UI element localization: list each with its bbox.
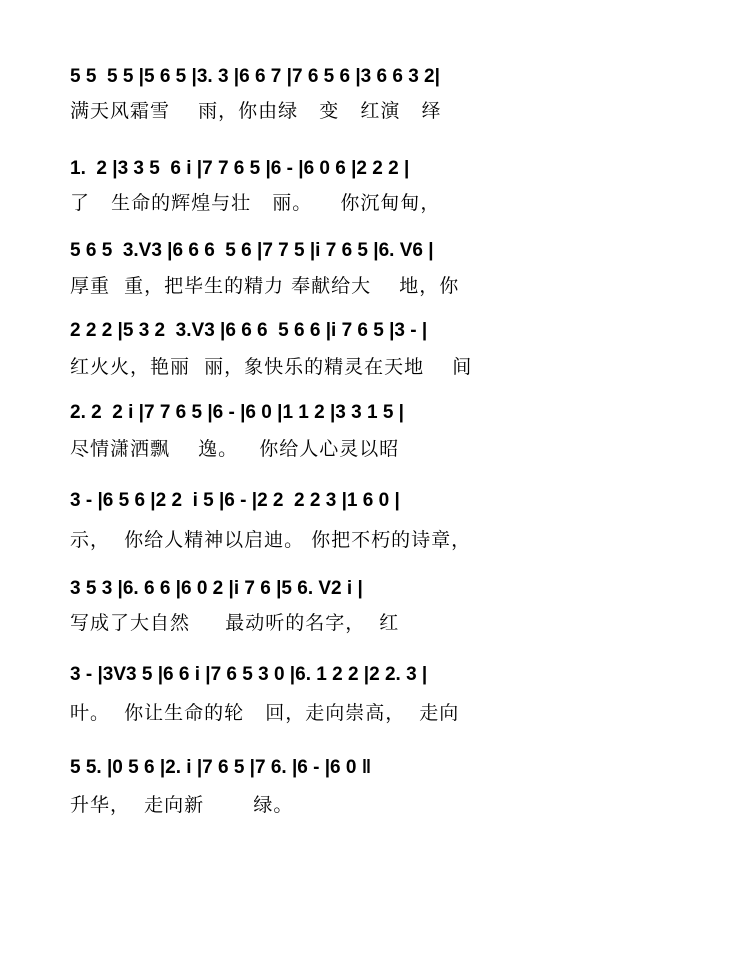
lyrics-line-7: 写成了大自然 最动听的名字， 红 — [70, 612, 400, 634]
lyrics-line-1: 满天风霜雪 雨，你由绿 变 红演 绎 — [70, 100, 442, 122]
notation-line-7: 3 5 3 |6. 6 6 |6 0 2 |i 7 6 |5 6. V2 i | — [70, 578, 363, 599]
lyrics-line-8: 叶。 你让生命的轮 回，走向崇高， 走向 — [70, 702, 460, 724]
notation-line-5: 2. 2 2 i |7 7 6 5 |6 - |6 0 |1 1 2 |3 3 1 5 | — [70, 402, 404, 423]
lyrics-line-3: 厚重 重，把毕生的精力 奉献给大 地，你 — [70, 275, 460, 297]
lyrics-line-2: 了 生命的辉煌与壮 丽。 你沉甸甸， — [70, 192, 441, 214]
lyrics-line-6: 示， 你给人精神以启迪。 你把不朽的诗章， — [70, 529, 472, 551]
notation-line-8: 3 - |3V3 5 |6 6 i |7 6 5 3 0 |6. 1 2 2 |2 2. 3 | — [70, 664, 428, 685]
notation-line-2: 1. 2 |3 3 5 6 i |7 7 6 5 |6 - |6 0 6 |2 2 2 | — [70, 158, 410, 179]
notation-line-3: 5 6 5 3.V3 |6 6 6 5 6 |7 7 5 |i 7 6 5 |6. V6 | — [70, 240, 434, 261]
lyrics-line-4: 红火火，艳丽 丽，象快乐的精灵在天地 间 — [70, 356, 473, 378]
notation-line-1: 5 5 5 5 |5 6 5 |3. 3 |6 6 7 |7 6 5 6 |3 6 6 3 2| — [70, 66, 440, 87]
lyrics-line-9: 升华， 走向新 绿。 — [70, 794, 294, 816]
notation-line-9: 5 5. |0 5 6 |2. i |7 6 5 |7 6. |6 - |6 0 ‖ — [70, 757, 372, 778]
notation-line-4: 2 2 2 |5 3 2 3.V3 |6 6 6 5 6 6 |i 7 6 5 |3 - | — [70, 320, 428, 341]
lyrics-line-5: 尽情潇洒飘 逸。 你给人心灵以昭 — [70, 438, 400, 460]
notation-line-6: 3 - |6 5 6 |2 2 i 5 |6 - |2 2 2 2 3 |1 6 0 | — [70, 490, 400, 511]
